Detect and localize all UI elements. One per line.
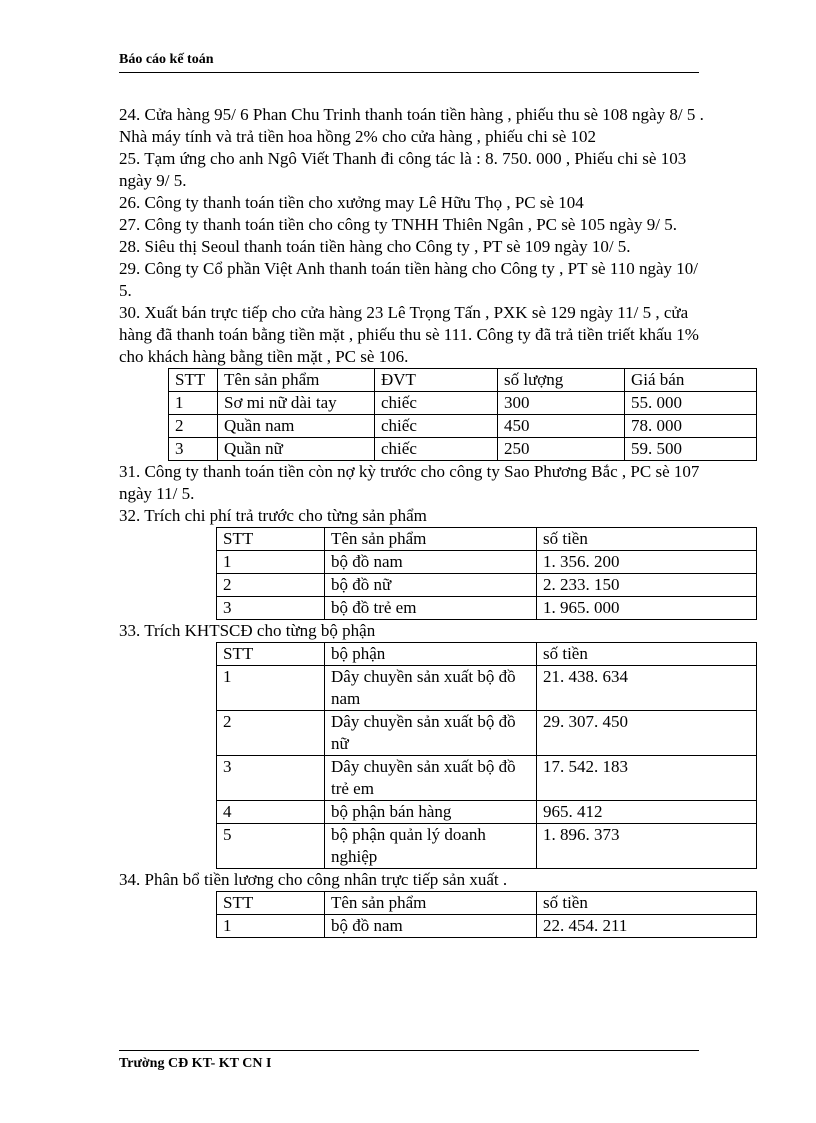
table-cell: 450 [498,415,625,438]
table-cell: chiếc [375,415,498,438]
item-33: 33. Trích KHTSCĐ cho từng bộ phận [119,621,376,640]
item-34: 34. Phân bổ tiền lương cho công nhân trực tiếp sản xuất . [119,870,508,889]
header-cell: STT [217,528,325,551]
table-row [169,438,757,461]
table-cell: 29. 307. 450 [537,711,757,756]
table-cell: 59. 500 [625,438,757,461]
table-header-row [217,528,757,551]
header-cell: số tiền [537,892,757,915]
table-row [169,392,757,415]
table-row [217,574,757,597]
item-25: 25. Tạm ứng cho anh Ngô Viết Thanh đi công tác là : 8. 750. 000 , Phiếu chi sè 103 ngày 9/ 5. [119,149,687,190]
item-29: 29. Công ty Cổ phần Việt Anh thanh toán tiền hàng cho Công ty , PT sè 110 ngày 10/ 5. [119,259,698,300]
table-cell: 1. 965. 000 [537,597,757,620]
header-cell: ĐVT [375,369,498,392]
table-cell: bộ đồ nam [325,551,537,574]
table-cell: chiếc [375,392,498,415]
table-header-row [217,643,757,666]
table-row [217,756,757,801]
table-cell: chiếc [375,438,498,461]
table-row [217,666,757,711]
table-cell: bộ phận quản lý doanh nghiệp [325,824,537,869]
header-cell: số tiền [537,528,757,551]
table-cell: Sơ mi nữ dài tay [218,392,375,415]
table-cell: 17. 542. 183 [537,756,757,801]
table-cell: 3 [217,756,325,801]
table-cell: 2 [217,574,325,597]
table-cell: Quần nam [218,415,375,438]
item-31: 31. Công ty thanh toán tiền còn nợ kỳ trước cho công ty Sao Phương Bắc , PC sè 107 ngày 11/ 5. [119,462,700,503]
table-row [217,551,757,574]
document-body [119,104,759,938]
table-cell: bộ đồ trẻ em [325,597,537,620]
table-row [217,801,757,824]
table-cell: Dây chuyền sản xuất bộ đồ nữ [325,711,537,756]
table-cell: 1 [217,666,325,711]
table-cell: 2 [169,415,218,438]
table-cell: 55. 000 [625,392,757,415]
header-cell: STT [217,892,325,915]
header-cell: STT [169,369,218,392]
page-footer: Trường CĐ KT- KT CN I [119,1050,699,1072]
table-cell: 78. 000 [625,415,757,438]
header-cell: STT [217,643,325,666]
table-row [169,415,757,438]
header-cell: số lượng [498,369,625,392]
table-cell: Dây chuyền sản xuất bộ đồ trẻ em [325,756,537,801]
table-cell: 1 [169,392,218,415]
table-cell: 3 [217,597,325,620]
table-row [217,915,757,938]
table-cell: 1 [217,915,325,938]
table-cell: 1 [217,551,325,574]
table-cell: 1. 356. 200 [537,551,757,574]
table-cell: 1. 896. 373 [537,824,757,869]
header-cell: số tiền [537,643,757,666]
item-26: 26. Công ty thanh toán tiền cho xưởng may Lê Hữu Thọ , PC sè 104 [119,193,584,212]
table-row [217,597,757,620]
table-cell: Dây chuyền sản xuất bộ đồ nam [325,666,537,711]
table-cell: 4 [217,801,325,824]
header-cell: Tên sản phẩm [325,892,537,915]
item-32: 32. Trích chi phí trả trước cho từng sản phẩm [119,506,427,525]
table-cell: 5 [217,824,325,869]
table-cell: 250 [498,438,625,461]
header-cell: bộ phận [325,643,537,666]
sales-table [168,368,757,461]
table-cell: 22. 454. 211 [537,915,757,938]
header-cell: Tên sản phẩm [218,369,375,392]
table-row [217,711,757,756]
header-cell: Giá bán [625,369,757,392]
table-cell: 965. 412 [537,801,757,824]
table-header-row [169,369,757,392]
prepaid-cost-table [216,527,757,620]
table-cell: 21. 438. 634 [537,666,757,711]
table-cell: 2 [217,711,325,756]
page-header: Báo cáo kế toán [119,52,699,73]
table-row [217,824,757,869]
table-cell: bộ phận bán hàng [325,801,537,824]
depreciation-table [216,642,757,869]
table-cell: 2. 233. 150 [537,574,757,597]
table-cell: bộ đồ nam [325,915,537,938]
item-28: 28. Siêu thị Seoul thanh toán tiền hàng cho Công ty , PT sè 109 ngày 10/ 5. [119,237,631,256]
item-30: 30. Xuất bán trực tiếp cho cửa hàng 23 Lê Trọng Tấn , PXK sè 129 ngày 11/ 5 , cửa hàng đã thanh toán bằng tiền mặt , phiếu thu sè 111. Công ty đã trả tiền triết khấu 1% cho khách hàng bằng tiền mặt , PC sè 106. [119,303,699,366]
item-24: 24. Cửa hàng 95/ 6 Phan Chu Trinh thanh toán tiền hàng , phiếu thu sè 108 ngày 8/ 5 . Nhà máy tính và trả tiền hoa hồng 2% cho cửa hàng , phiếu chi sè 102 [119,105,704,146]
table-cell: Quần nữ [218,438,375,461]
wage-allocation-table [216,891,757,938]
table-cell: bộ đồ nữ [325,574,537,597]
header-cell: Tên sản phẩm [325,528,537,551]
table-cell: 300 [498,392,625,415]
item-27: 27. Công ty thanh toán tiền cho công ty TNHH Thiên Ngân , PC sè 105 ngày 9/ 5. [119,215,677,234]
table-cell: 3 [169,438,218,461]
table-header-row [217,892,757,915]
